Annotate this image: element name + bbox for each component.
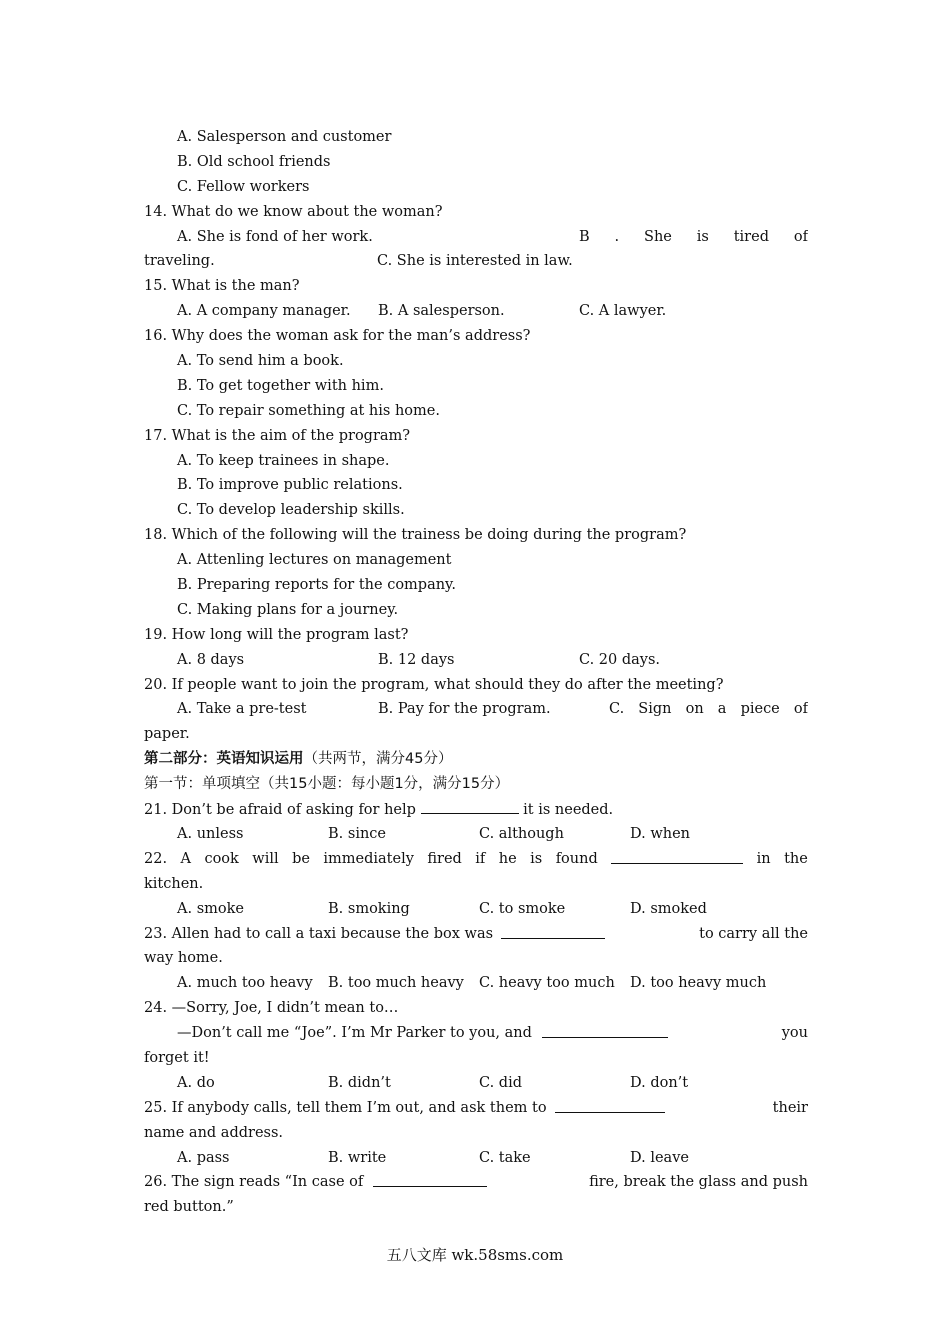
q25-blank — [555, 1096, 665, 1113]
q19-option-b: B. 12 days — [378, 651, 455, 668]
q18-option-a: A. Attenling lectures on management — [177, 552, 452, 569]
q21-option-d: D. when — [630, 825, 690, 842]
q25-stem-post: their — [772, 1099, 808, 1116]
q14-options-row-2 — [144, 249, 808, 274]
q22-option-d: D. smoked — [630, 900, 707, 917]
q22-word: A — [180, 850, 191, 867]
q21-option-b: B. since — [328, 825, 386, 842]
q14-option-b-word: B — [579, 228, 590, 245]
q24-option-a: A. do — [177, 1074, 215, 1091]
q23-option-c: C. heavy too much — [479, 975, 615, 992]
q18-stem: 18. Which of the following will the trainess be doing during the program? — [144, 527, 687, 544]
q22-word: found — [555, 850, 598, 867]
q15-stem: 15. What is the man? — [144, 278, 300, 295]
q21-stem — [144, 797, 808, 822]
q15-option-a: A. A company manager. — [177, 303, 351, 320]
q21-stem-pre: 21. Don’t be afraid of asking for help — [144, 802, 416, 819]
q19-options-row — [144, 648, 808, 673]
q13-option-a: A. Salesperson and customer — [177, 129, 392, 145]
q15-option-c: C. A lawyer. — [579, 303, 667, 320]
q22-word: in — [756, 850, 771, 867]
q14-option-c: C. She is interested in law. — [377, 253, 573, 270]
q23-stem — [144, 922, 808, 947]
q21-option-c: C. although — [479, 825, 564, 842]
q20-option-c-word: of — [793, 701, 808, 718]
q22-option-b: B. smoking — [328, 900, 410, 917]
q23-stem-post: to carry all the — [699, 925, 808, 942]
q25-stem-continued: name and address. — [144, 1124, 284, 1141]
q23-options-row — [144, 971, 808, 996]
q25-stem-pre: 25. If anybody calls, tell them I’m out, and ask them to — [144, 1099, 547, 1116]
q20-option-c — [609, 697, 808, 722]
q20-option-c-word: C. — [609, 701, 625, 718]
q22-stem — [144, 847, 808, 872]
q25-stem — [144, 1096, 808, 1121]
q22-blank — [611, 847, 743, 864]
q16-option-a: A. To send him a book. — [177, 353, 344, 370]
section1-heading: 第一节：单项填空（共15小题：每小题1分，满分15分） — [144, 776, 510, 793]
q21-option-a: A. unless — [177, 825, 244, 842]
q21-blank — [421, 797, 519, 814]
q18-option-b: B. Preparing reports for the company. — [177, 577, 456, 594]
q20-option-c-word: a — [717, 701, 727, 718]
q26-stem-continued: red button.” — [144, 1199, 234, 1216]
q25-option-c: C. take — [479, 1149, 531, 1166]
q19-option-a: A. 8 days — [177, 651, 245, 668]
q22-word: he — [498, 850, 517, 867]
q25-option-d: D. leave — [630, 1149, 689, 1166]
q14-options-row — [144, 225, 808, 250]
q24-option-b: B. didn’t — [328, 1074, 391, 1091]
q25-option-a: A. pass — [177, 1149, 230, 1166]
q22-word: if — [475, 850, 486, 867]
q15-option-b: B. A salesperson. — [378, 303, 505, 320]
q17-stem: 17. What is the aim of the program? — [144, 427, 411, 444]
q20-option-a: A. Take a pre-test — [177, 701, 307, 718]
q14-option-b-word: She — [644, 228, 672, 245]
q23-stem-continued: way home. — [144, 950, 223, 967]
q22-word: the — [784, 850, 808, 867]
q26-stem-pre: 26. The sign reads “In case of — [144, 1174, 364, 1191]
q14-option-b-word: is — [696, 228, 709, 245]
q26-stem-post: fire, break the glass and push — [589, 1174, 808, 1191]
q14-option-b — [579, 225, 808, 250]
q19-option-c: C. 20 days. — [579, 651, 661, 668]
q20-option-b: B. Pay for the program. — [378, 701, 551, 718]
q17-option-c: C. To develop leadership skills. — [177, 502, 405, 519]
page-footer: 五八文库 wk.58sms.com — [386, 1246, 564, 1264]
q20-option-c-word: piece — [740, 701, 780, 718]
part2-title: 第二部分：英语知识运用 — [144, 751, 304, 768]
q18-option-c: C. Making plans for a journey. — [177, 601, 399, 618]
q19-stem: 19. How long will the program last? — [144, 626, 409, 643]
q14-option-a: A. She is fond of her work. — [177, 228, 373, 245]
q20-options-row — [144, 697, 808, 722]
q15-options-row — [144, 299, 808, 324]
q25-options-row — [144, 1146, 808, 1171]
q22-word: is — [530, 850, 543, 867]
q23-stem-pre: 23. Allen had to call a taxi because the box was — [144, 925, 494, 942]
q22-option-a: A. smoke — [177, 900, 244, 917]
q21-stem-post: it is needed. — [523, 802, 614, 819]
q14-option-b-continued: traveling. — [144, 253, 215, 270]
q22-word: immediately — [323, 850, 414, 867]
q24-option-d: D. don’t — [630, 1074, 689, 1091]
q17-option-b: B. To improve public relations. — [177, 477, 403, 494]
q22-word: be — [292, 850, 310, 867]
part2-heading — [144, 747, 808, 772]
q14-stem: 14. What do we know about the woman? — [144, 203, 443, 220]
q24-blank — [542, 1021, 668, 1038]
q24-line1: 24. —Sorry, Joe, I didn’t mean to… — [144, 1000, 399, 1017]
part2-note: （共两节，满分45分） — [303, 751, 453, 768]
q22-word: 22. — [144, 850, 168, 867]
q14-option-b-word: tired — [733, 228, 769, 245]
q23-option-a: A. much too heavy — [177, 975, 313, 992]
q20-option-c-word: Sign — [638, 701, 672, 718]
q17-option-a: A. To keep trainees in shape. — [177, 452, 390, 469]
q22-options-row — [144, 897, 808, 922]
q16-option-b: B. To get together with him. — [177, 377, 384, 394]
q22-word: cook — [204, 850, 239, 867]
q20-option-c-word: on — [685, 701, 704, 718]
q13-option-c: C. Fellow workers — [177, 178, 310, 195]
q26-blank — [373, 1170, 487, 1187]
q23-option-d: D. too heavy much — [630, 975, 767, 992]
q24-stem-post: you — [781, 1025, 808, 1042]
q24-options-row — [144, 1071, 808, 1096]
q16-option-c: C. To repair something at his home. — [177, 402, 440, 419]
q22-stem-continued: kitchen. — [144, 875, 204, 892]
q24-stem-continued: forget it! — [144, 1049, 210, 1066]
q22-option-c: C. to smoke — [479, 900, 566, 917]
q25-option-b: B. write — [328, 1149, 387, 1166]
q20-stem: 20. If people want to join the program, what should they do after the meeting? — [144, 676, 724, 693]
q22-word: will — [252, 850, 279, 867]
q23-blank — [501, 922, 605, 939]
q16-stem: 16. Why does the woman ask for the man’s address? — [144, 328, 531, 345]
q13-option-b: B. Old school friends — [177, 153, 331, 170]
q14-option-b-word: . — [614, 228, 620, 245]
q21-options-row — [144, 822, 808, 847]
q23-option-b: B. too much heavy — [328, 975, 464, 992]
q24-stem-pre: —Don’t call me “Joe”. I’m Mr Parker to you, and — [177, 1025, 532, 1042]
q26-stem — [144, 1170, 808, 1195]
q14-option-b-word: of — [793, 228, 808, 245]
q22-word: fired — [427, 850, 462, 867]
q24-line2 — [144, 1021, 808, 1046]
q24-option-c: C. did — [479, 1074, 522, 1091]
question-list — [144, 125, 808, 1220]
q20-option-c-continued: paper. — [144, 726, 190, 743]
